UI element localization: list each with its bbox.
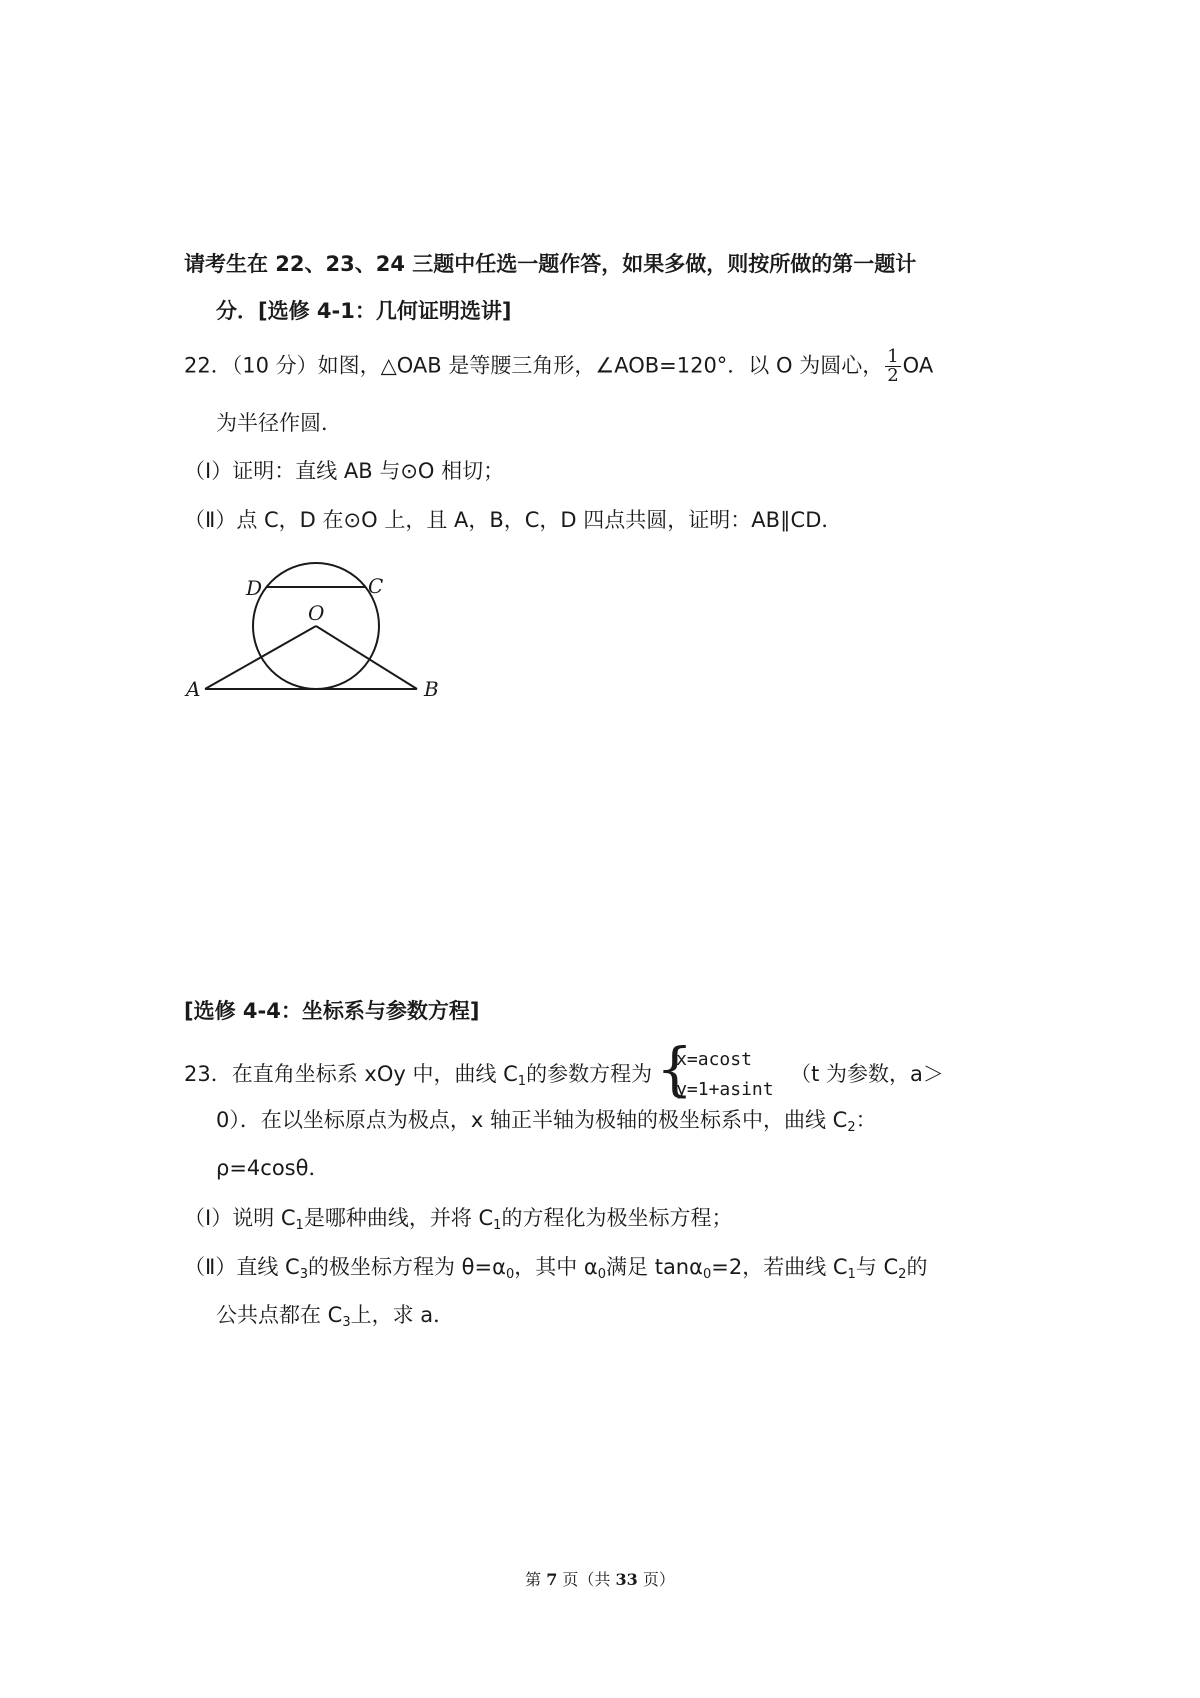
q23-part-2 — [184, 1252, 927, 1282]
q23-part-2-line-2 — [216, 1300, 454, 1330]
fraction-numerator: 1 — [887, 346, 899, 367]
subscript: 2 — [898, 1267, 907, 1282]
parametric-equation — [656, 1035, 786, 1105]
part2-text-a: （Ⅱ）直线 C — [184, 1255, 300, 1279]
footer-pre: 第 — [525, 1570, 542, 1589]
subscript: 1 — [847, 1267, 856, 1282]
q23-part-1 — [184, 1203, 732, 1233]
part2-text-d: 满足 tanα — [606, 1255, 703, 1279]
part2-text-f: 与 C — [855, 1255, 899, 1279]
fraction-denominator: 2 — [887, 365, 899, 386]
q22-stem — [184, 348, 933, 385]
label-d: D — [246, 576, 263, 600]
q23-stem-text-c: （t 为参数，a＞ — [790, 1062, 944, 1086]
q23-stem-line-2 — [216, 1105, 877, 1135]
q23-stem — [184, 1035, 944, 1105]
q23-stem-line-3: ρ=4cosθ． — [216, 1156, 330, 1180]
q22-part-1: （Ⅰ）证明：直线 AB 与⊙O 相切； — [184, 459, 505, 483]
page-number: 7 — [546, 1570, 558, 1589]
q22-geometry-figure — [180, 550, 450, 710]
q23-stem-text-a: 23．在直角坐标系 xOy 中，曲线 C — [184, 1062, 518, 1086]
q23-line2-text: 0）．在以坐标原点为极点，x 轴正半轴为极轴的极坐标系中，曲线 C — [216, 1108, 848, 1132]
q23-line2-colon: ： — [855, 1108, 877, 1132]
footer-post: 页） — [642, 1570, 675, 1589]
subscript: 1 — [517, 1074, 527, 1089]
part2-line2-text-a: 公共点都在 C — [216, 1303, 343, 1327]
label-o: O — [308, 601, 325, 625]
label-a: A — [186, 677, 201, 701]
part2-line2-text-b: 上，求 a． — [350, 1303, 455, 1327]
subscript: 0 — [597, 1267, 607, 1282]
part2-text-b: 的极坐标方程为 θ=α — [307, 1255, 506, 1279]
equation-x: x=acost — [676, 1049, 752, 1070]
page-footer — [0, 1567, 1200, 1590]
subscript: 1 — [493, 1218, 502, 1233]
subscript: 0 — [702, 1267, 712, 1282]
label-c: C — [368, 574, 384, 598]
equation-y: y=1+asint — [676, 1079, 774, 1100]
label-b: B — [424, 677, 439, 701]
part1-text-c: 的方程化为极坐标方程； — [501, 1206, 733, 1230]
q22-part-2: （Ⅱ）点 C，D 在⊙O 上，且 A，B，C，D 四点共圆，证明：AB∥CD． — [184, 508, 843, 532]
segment-ob — [316, 626, 417, 689]
subscript: 0 — [505, 1267, 515, 1282]
part2-text-c: ，其中 α — [514, 1255, 598, 1279]
part1-text-a: （Ⅰ）说明 C — [184, 1206, 296, 1230]
section-title-4-4: [选修 4-4：坐标系与参数方程] — [184, 999, 480, 1023]
part2-text-e: =2，若曲线 C — [711, 1255, 848, 1279]
instruction-line-1: 请考生在 22、23、24 三题中任选一题作答，如果多做，则按所做的第一题计 — [184, 252, 917, 276]
left-brace: { — [656, 1035, 693, 1103]
segment-oa — [205, 626, 316, 689]
subscript: 1 — [295, 1218, 304, 1233]
footer-mid: 页（共 — [562, 1570, 611, 1589]
subscript: 3 — [299, 1267, 308, 1282]
one-half-fraction — [885, 348, 900, 385]
part1-text-b: 是哪种曲线，并将 C — [303, 1206, 494, 1230]
subscript: 3 — [342, 1315, 351, 1330]
part2-text-g: 的 — [906, 1255, 928, 1279]
q22-stem-text: 22．（10 分）如图，△OAB 是等腰三角形，∠AOB=120°．以 O 为圆心， — [184, 353, 884, 378]
q22-stem-line-2: 为半径作圆． — [216, 411, 342, 435]
q23-stem-text-b: 的参数方程为 — [526, 1062, 653, 1086]
instruction-line-2: 分．[选修 4-1：几何证明选讲] — [216, 299, 512, 323]
subscript: 2 — [847, 1120, 856, 1135]
q22-stem-oa: OA — [902, 353, 934, 378]
total-pages: 33 — [615, 1570, 638, 1589]
